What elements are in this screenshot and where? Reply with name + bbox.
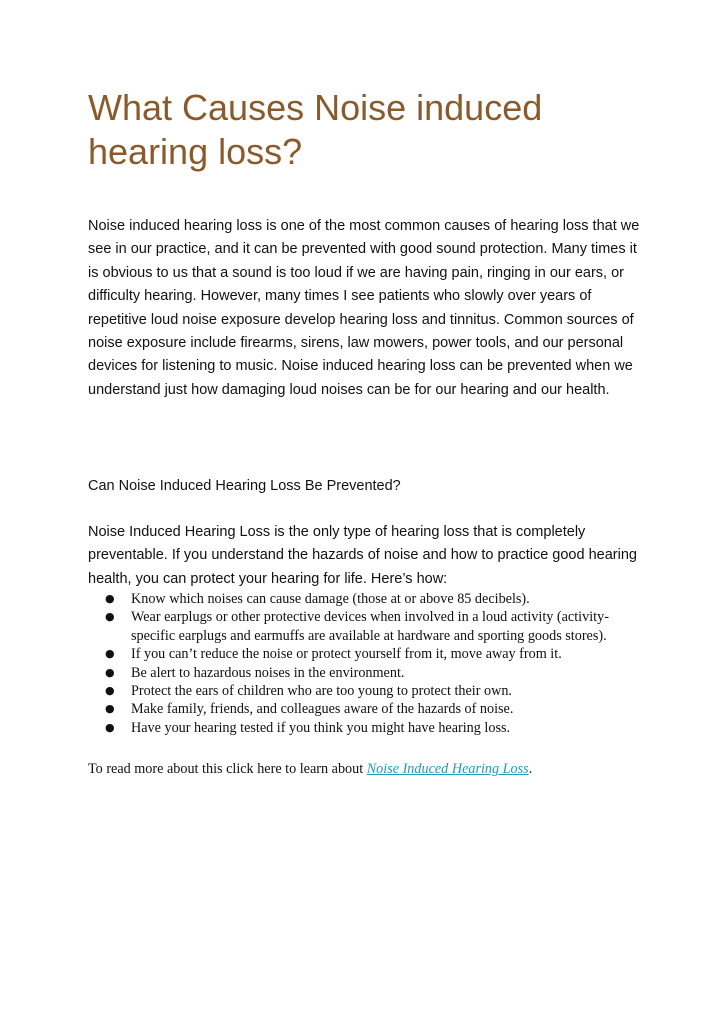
- bullet-icon: ●: [105, 592, 115, 605]
- prevention-tips-list: [88, 590, 648, 737]
- bullet-icon: ●: [105, 647, 115, 661]
- closing-period: .: [528, 761, 533, 777]
- list-item: [88, 719, 648, 737]
- list-item: [88, 608, 648, 645]
- list-item-text: Be alert to hazardous noises in the environment.: [131, 664, 405, 681]
- bullet-icon: ●: [105, 702, 115, 716]
- list-item: [88, 590, 648, 608]
- closing-text: To read more about this click here to learn about: [88, 761, 367, 777]
- list-item-text: Protect the ears of children who are too young to protect their own.: [131, 683, 512, 700]
- list-item-text: If you can’t reduce the noise or protect yourself from it, move away from it.: [131, 646, 562, 663]
- list-item-text: Know which noises can cause damage (those at or above 85 decibels).: [131, 591, 530, 607]
- list-item-text: Have your hearing tested if you think you might have hearing loss.: [131, 719, 511, 736]
- bullet-icon: ●: [105, 610, 115, 624]
- list-item-text: Make family, friends, and colleagues aware of the hazards of noise.: [131, 701, 514, 718]
- intro-paragraph: Noise induced hearing loss is one of the most common causes of hearing loss that we see in our practice, and it can be prevented with good sound protection. Many times it is obvious to us that a sound is too loud if we are having pain, ringing in our ears, or difficulty hearing. However, many times I see patients who slowly over years of repetitive loud noise exposure develop hearing loss and tinnitus. Common sources of noise exposure include firearms, sirens, law mowers, power tools, and our personal devices for listening to music. Noise induced hearing loss can be prevented when we understand just how damaging loud noises can be for our hearing and our health.: [88, 218, 640, 398]
- bullet-icon: ●: [105, 665, 115, 679]
- list-item: [88, 664, 648, 682]
- list-item: [88, 645, 648, 663]
- bullet-icon: ●: [105, 720, 115, 734]
- list-item: [88, 682, 648, 700]
- bullet-icon: ●: [105, 684, 115, 698]
- noise-induced-hearing-loss-link[interactable]: Noise Induced Hearing Loss: [366, 761, 529, 777]
- section-subheading: Can Noise Induced Hearing Loss Be Prevented?: [88, 478, 401, 494]
- closing-paragraph: [88, 760, 648, 778]
- page-title: What Causes Noise induced hearing loss?: [88, 87, 543, 172]
- prevention-paragraph: Noise Induced Hearing Loss is the only type of hearing loss that is completely preventable. If you understand the hazards of noise and how to practice good hearing health, you can protect your hearing for life. Here’s how:: [88, 524, 637, 587]
- list-item: [88, 700, 648, 718]
- list-item-text: Wear earplugs or other protective devices when involved in a loud activity (activity-specific earplugs and earmuffs are available at hardware and sporting goods stores).: [131, 609, 609, 644]
